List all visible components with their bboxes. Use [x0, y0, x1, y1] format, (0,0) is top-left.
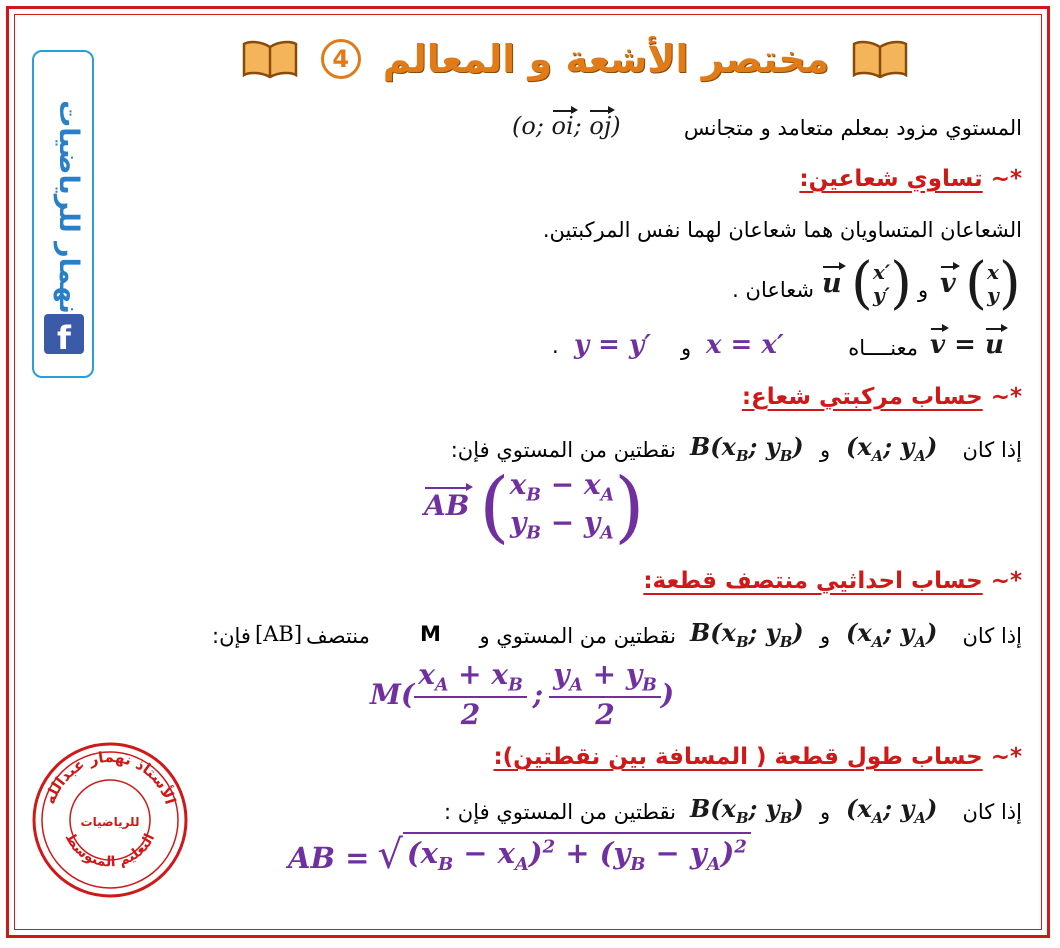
svg-text:التعليم المتوسط [62, 830, 159, 870]
distance-point-a: ($x_A$; $y_A$) [846, 794, 938, 827]
midpoint-and: و [820, 624, 831, 648]
vector-equality-def: الشعاعان المتساويان هما شعاعان لهما نفس المركبتين. [542, 218, 1022, 242]
vector-v-formula: v ( x y ) [940, 251, 1021, 316]
equality-v-u: v = u [930, 330, 1004, 360]
intro-text: المستوي مزود بمعلم متعامد و متجانس [683, 116, 1022, 140]
midpoint-segment: [AB] [255, 622, 303, 646]
distance-end: نقطتين من المستوي فإن : [444, 800, 676, 824]
heading-vector-equality: *~ تساوي شعاعين: [799, 166, 1022, 192]
vectors-uv-formula: u ( x′ y′ ) [822, 251, 912, 316]
stamp-middle-text: للرياضيات [80, 815, 140, 829]
midpoint-point-a: ($x_A$; $y_A$) [846, 618, 938, 651]
equality-end: . [552, 334, 559, 358]
side-banner-text: نهمار للرياضيات [53, 100, 84, 314]
heading-vector-components: *~ حساب مركبتي شعاع: [741, 384, 1022, 410]
midpoint-m: M [420, 622, 441, 646]
distance-point-b: $B(x_B$; $y_B$) [690, 794, 804, 827]
distance-formula: AB = √ $(x_B - x_A)^2 + (y_B - y_A)^2$ [288, 832, 751, 875]
equality-and: و [681, 336, 692, 360]
midpoint-formula: M( $\frac{x_A + x_B}{2}$ ; $\frac{y_A + y_B}{2}$ ) [370, 658, 675, 731]
intro-frame: (o; oi; oj) [512, 112, 621, 140]
vector-ab-formula: AB ( $x_B - x_A$ $y_B - y_A$ ) [424, 462, 645, 552]
title-number: 4 [321, 39, 361, 79]
components-end: نقطتين من المستوي فإن: [450, 438, 676, 462]
stamp-bottom-text: التعليم المتوسط [61, 830, 159, 871]
teacher-stamp [30, 740, 190, 900]
distance-and: و [820, 800, 831, 824]
heading-distance: *~ حساب طول قطعة ( المسافة بين نقطتين): [493, 744, 1022, 770]
title-row [240, 30, 910, 88]
side-banner [32, 50, 94, 378]
equality-means: معنــــاه [848, 336, 918, 360]
components-and: و [820, 438, 831, 462]
facebook-icon[interactable]: f [44, 314, 84, 354]
vectors-and: و [918, 278, 929, 302]
distance-ifa: إذا كان [962, 800, 1022, 824]
midpoint-mid: نقطتين من المستوي و [479, 624, 676, 648]
heading-midpoint: *~ حساب احداثيي منتصف قطعة: [643, 568, 1022, 594]
equality-y: y = y′ [574, 330, 651, 360]
components-ifa: إذا كان [962, 438, 1022, 462]
midpoint-point-b: $B(x_B$; $y_B$) [690, 618, 804, 651]
components-point-b: $B(x_B$; $y_B$) [690, 432, 804, 465]
book-icon [851, 39, 909, 79]
svg-text:الأستاذ نهمار عبدالله [41, 748, 180, 807]
midpoint-then: فإن: [212, 624, 251, 648]
components-point-a: ($x_A$; $y_A$) [846, 432, 938, 465]
vectors-label: شعاعان . [732, 278, 814, 302]
page-title: مختصر الأشعة و المعالم [382, 37, 830, 81]
book-icon [241, 39, 299, 79]
stamp-top-text: الأستاذ نهمار عبدالله [40, 747, 180, 807]
midpoint-ifa: إذا كان [962, 624, 1022, 648]
midpoint-of: منتصف [306, 624, 370, 648]
equality-x: x = x′ [706, 330, 784, 360]
